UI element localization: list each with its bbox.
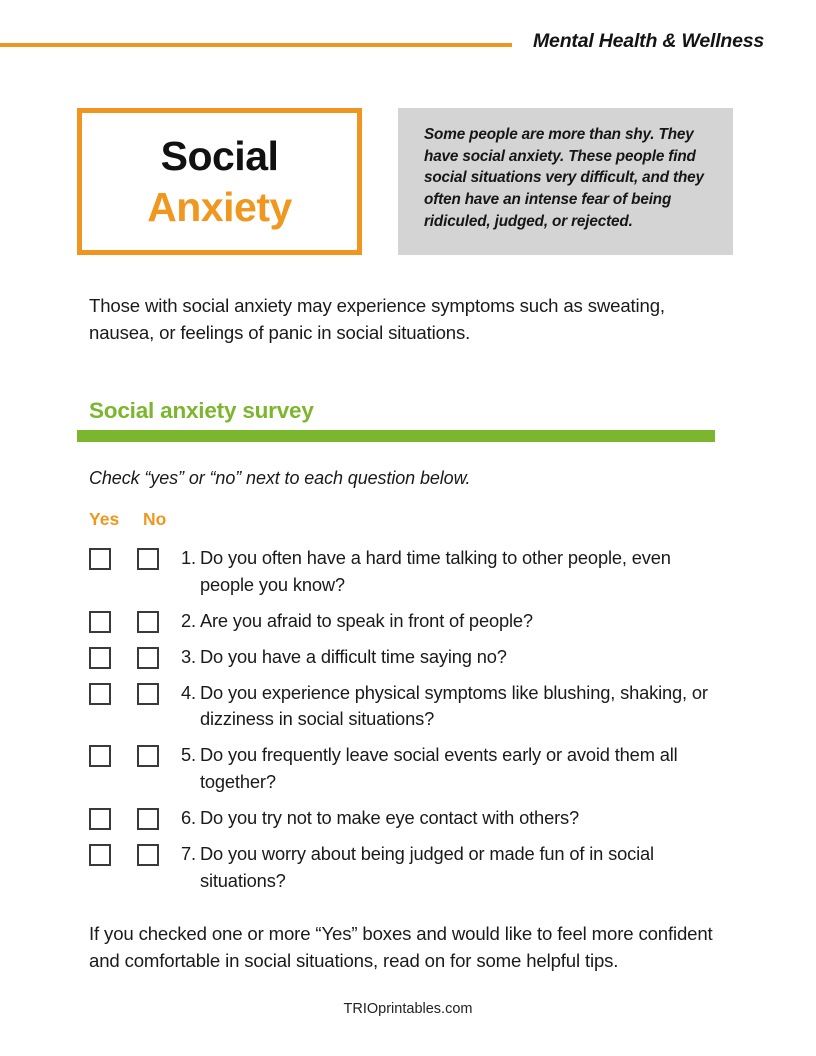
question-number: 1. xyxy=(181,547,196,568)
question-text: Do you often have a hard time talking to other people, even people you know? xyxy=(199,547,671,595)
page-header xyxy=(0,0,816,70)
checkbox-yes-6[interactable] xyxy=(89,808,111,830)
title-box xyxy=(77,108,362,255)
title-line-accent: Anxiety xyxy=(147,183,292,230)
question-number: 5. xyxy=(181,744,196,766)
question-row xyxy=(89,644,729,671)
question-number: 3. xyxy=(181,645,196,667)
header-title: Mental Health & Wellness xyxy=(533,30,765,52)
footer-attribution: TRIOprintables.com xyxy=(343,1001,473,1017)
title-line-primary: Social xyxy=(160,133,279,180)
question-row xyxy=(89,608,729,635)
checkbox-no-7[interactable] xyxy=(137,844,159,866)
info-box-text: Some people are more than shy. They have social anxiety. These people find social situations very difficult, and they often have an intense fear of being ridiculed, judged, or rejected. xyxy=(424,126,704,230)
question-row xyxy=(89,545,729,599)
question-text: Do you try not to make eye contact with others? xyxy=(199,807,580,829)
intro-paragraph: Those with social anxiety may experience symptoms such as sweating, nausea, or feelings of panic in social situations. xyxy=(89,295,665,344)
closing-paragraph: If you checked one or more “Yes” boxes and would like to feel more confident and comfortable in social situations, read on for some helpful tips. xyxy=(89,923,713,972)
question-number: 2. xyxy=(181,609,196,631)
info-box xyxy=(398,108,733,255)
question-number: 7. xyxy=(181,843,196,865)
checkbox-yes-3[interactable] xyxy=(89,647,111,669)
checkbox-yes-2[interactable] xyxy=(89,611,111,633)
checkbox-yes-1[interactable] xyxy=(89,548,111,570)
question-row xyxy=(89,742,729,796)
question-text: Are you afraid to speak in front of people? xyxy=(199,609,533,631)
header-rule xyxy=(0,43,512,47)
checkbox-yes-5[interactable] xyxy=(89,745,111,767)
survey-question-list xyxy=(89,545,729,904)
checkbox-yes-7[interactable] xyxy=(89,844,111,866)
question-text: Do you have a difficult time saying no? xyxy=(199,645,507,667)
question-text: Do you frequently leave social events early or avoid them all together? xyxy=(199,744,678,793)
checkbox-no-6[interactable] xyxy=(137,808,159,830)
survey-instruction: Check “yes” or “no” next to each question below. xyxy=(89,468,471,488)
question-text: Do you experience physical symptoms like blushing, shaking, or dizziness in social situations? xyxy=(199,681,708,730)
question-text: Do you worry about being judged or made fun of in social situations? xyxy=(199,843,654,891)
checkbox-no-3[interactable] xyxy=(137,647,159,669)
column-label-yes: Yes xyxy=(89,509,120,529)
question-number: 4. xyxy=(181,681,196,703)
checkbox-no-1[interactable] xyxy=(137,548,159,570)
checkbox-yes-4[interactable] xyxy=(89,683,111,705)
section-divider-bar xyxy=(77,430,715,442)
question-row xyxy=(89,841,729,895)
column-label-no: No xyxy=(143,509,167,529)
question-row xyxy=(89,805,729,832)
checkbox-no-4[interactable] xyxy=(137,683,159,705)
question-row xyxy=(89,680,729,734)
question-number: 6. xyxy=(181,807,196,829)
section-heading: Social anxiety survey xyxy=(89,398,314,423)
checkbox-no-5[interactable] xyxy=(137,745,159,767)
checkbox-no-2[interactable] xyxy=(137,611,159,633)
